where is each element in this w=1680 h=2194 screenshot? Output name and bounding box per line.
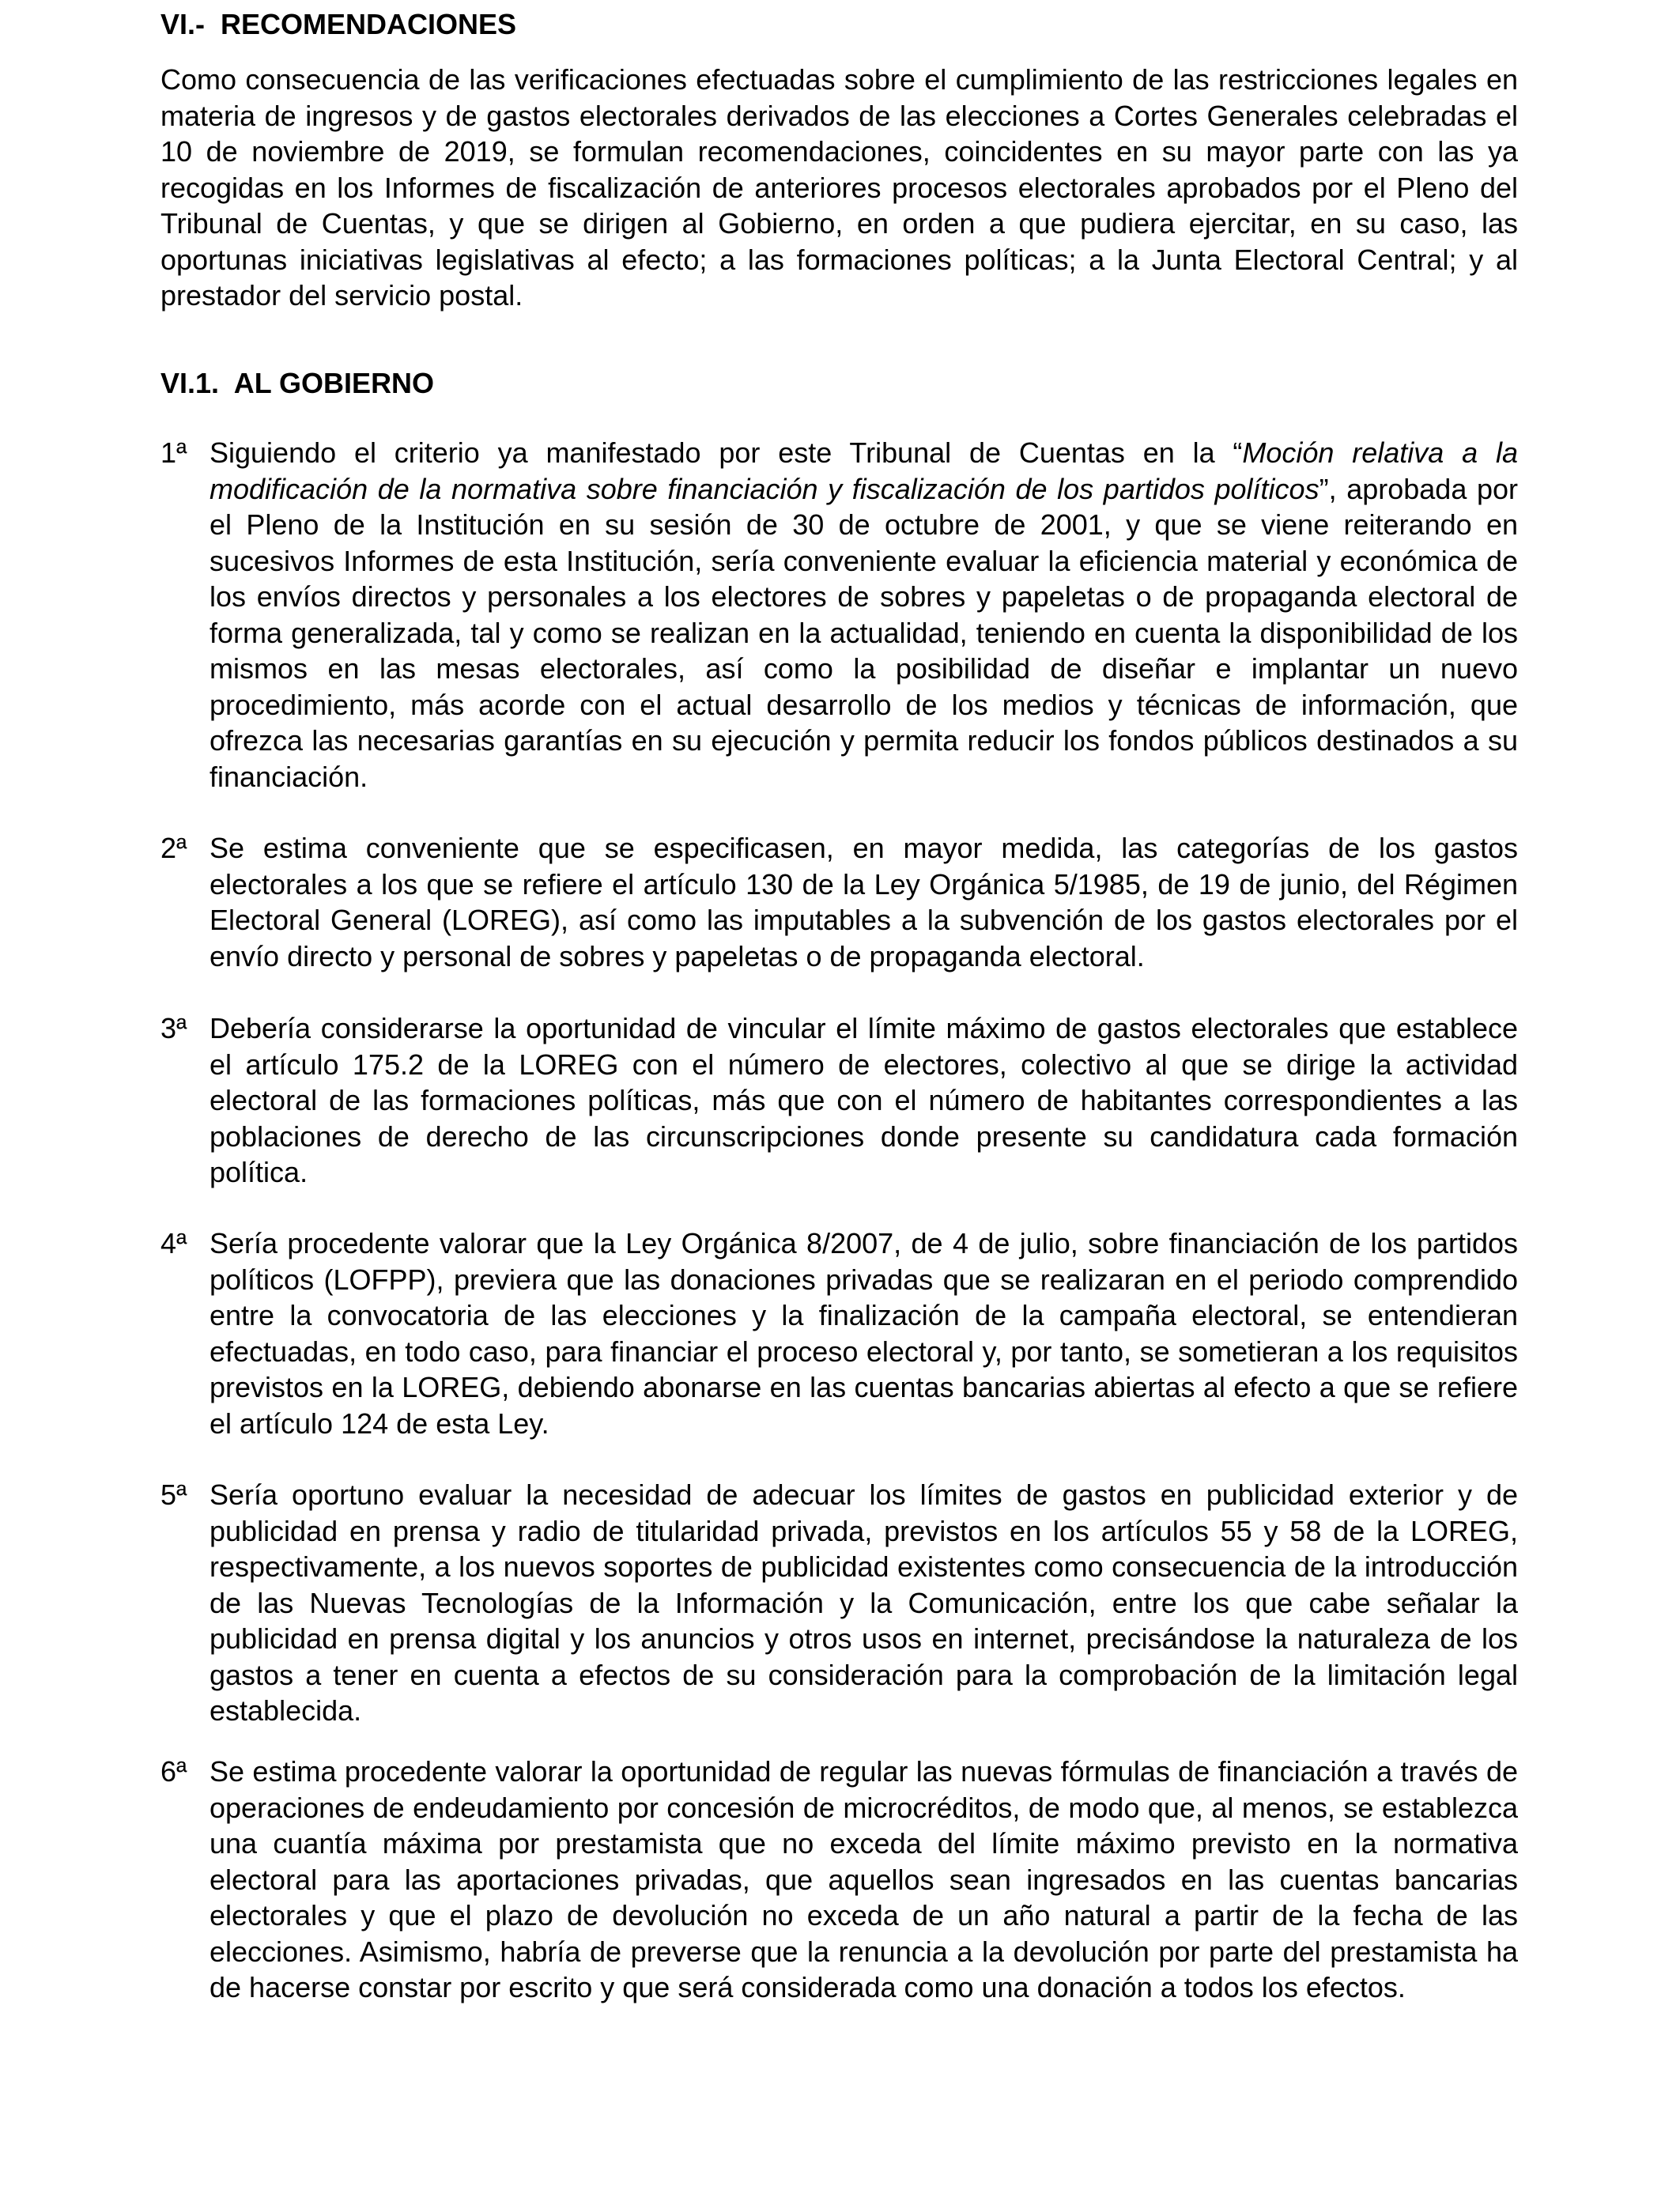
subsection-heading: VI.1. AL GOBIERNO [160,367,435,399]
recommendation-number: 1ª [160,436,187,469]
recommendation-text [210,435,1518,795]
recommendation-number: 6ª [160,1755,187,1788]
recommendation-text: Se estima conveniente que se especificasen, en mayor medida, las categorías de los gastos electorales a los que se refiere el artículo 130 de la Ley Orgánica 5/1985, de 19 de junio, del Régimen Electoral General (LOREG), así como las imputables a la subvención de los gastos electorales por el envío directo y personal de sobres y papeletas o de propaganda electoral. [210,832,1518,972]
recommendation-text-part: ”, aprobada por el Pleno de la Institución en su sesión de 30 de octubre de 2001, y que se viene reiterando en sucesivos Informes de esta Institución, sería conveniente evaluar la eficiencia material y económica de los envíos directos y personales a los electores de sobres y papeletas o de propaganda electoral de forma generalizada, tal y como se realizan en la actualidad, teniendo en cuenta la disponibilidad de los mismos en las mesas electorales, así como la posibilidad de diseñar e implantar un nuevo procedimiento, más acorde con el actual desarrollo de los medios y técnicas de información, que ofrezca las necesarias garantías en su ejecución y permita reducir los fondos públicos destinados a su financiación. [210,472,1518,793]
recommendation-text: Sería oportuno evaluar la necesidad de adecuar los límites de gastos en publicidad exterior y de publicidad en prensa y radio de titularidad privada, previstos en los artículos 55 y 58 de la LOREG, respectivamente, a los nuevos soportes de publicidad existentes como consecuencia de la introducción de las Nuevas Tecnologías de la Información y la Comunicación, entre los que cabe señalar la publicidad en prensa digital y los anuncios y otros usos en internet, precisándose la naturaleza de los gastos a tener en cuenta a efectos de su consideración para la comprobación de la limitación legal establecida. [210,1478,1518,1727]
recommendation-text: Debería considerarse la oportunidad de vincular el límite máximo de gastos electorales que establece el artículo 175.2 de la LOREG con el número de electores, colectivo al que se dirige la actividad electoral de las formaciones políticas, más que con el número de habitantes correspondientes a las poblaciones de derecho de las circunscripciones donde presente su candidatura cada formación política. [210,1012,1518,1188]
section-heading: VI.- RECOMENDACIONES [160,8,517,40]
recommendation-number: 4ª [160,1227,187,1259]
recommendation-text: Se estima procedente valorar la oportunidad de regular las nuevas fórmulas de financiación a través de operaciones de endeudamiento por concesión de microcréditos, de modo que, al menos, se establezca una cuantía máxima por prestamista que no exceda del límite máximo previsto en la normativa electoral para las aportaciones privadas, que aquellos sean ingresados en las cuentas bancarias electorales y que el plazo de devolución no exceda de un año natural a partir de la fecha de las elecciones. Asimismo, habría de preverse que la renuncia a la devolución por parte del prestamista ha de hacerse constar por escrito y que será considerada como una donación a todos los efectos. [210,1755,1518,2003]
recommendation-number: 5ª [160,1478,187,1511]
recommendation-text-part: Siguiendo el criterio ya manifestado por este Tribunal de Cuentas en la “ [210,436,1243,469]
recommendation-text: Sería procedente valorar que la Ley Orgánica 8/2007, de 4 de julio, sobre financiación de los partidos políticos (LOFPP), previera que las donaciones privadas que se realizaran en el periodo comprendido entre la convocatoria de las elecciones y la finalización de la campaña electoral, se entendieran efectuadas, en todo caso, para financiar el proceso electoral y, por tanto, se sometieran a los requisitos previstos en la LOREG, debiendo abonarse en las cuentas bancarias abiertas al efecto a que se refiere el artículo 124 de esta Ley. [210,1227,1518,1440]
intro-paragraph: Como consecuencia de las verificaciones efectuadas sobre el cumplimiento de las restricciones legales en materia de ingresos y de gastos electorales derivados de las elecciones a Cortes Generales celebradas el 10 de noviembre de 2019, se formulan recomendaciones, coincidentes en su mayor parte con las ya recogidas en los Informes de fiscalización de anteriores procesos electorales aprobados por el Pleno del Tribunal de Cuentas, y que se dirigen al Gobierno, en orden a que pudiera ejercitar, en su caso, las oportunas iniciativas legislativas al efecto; a las formaciones políticas; a la Junta Electoral Central; y al prestador del servicio postal. [160,63,1518,312]
recommendation-number: 2ª [160,832,187,864]
recommendation-italic-title: Moción relativa a la modificación de la normativa sobre financiación y fiscalización de los partidos políticos [210,436,1518,505]
recommendation-number: 3ª [160,1012,187,1044]
